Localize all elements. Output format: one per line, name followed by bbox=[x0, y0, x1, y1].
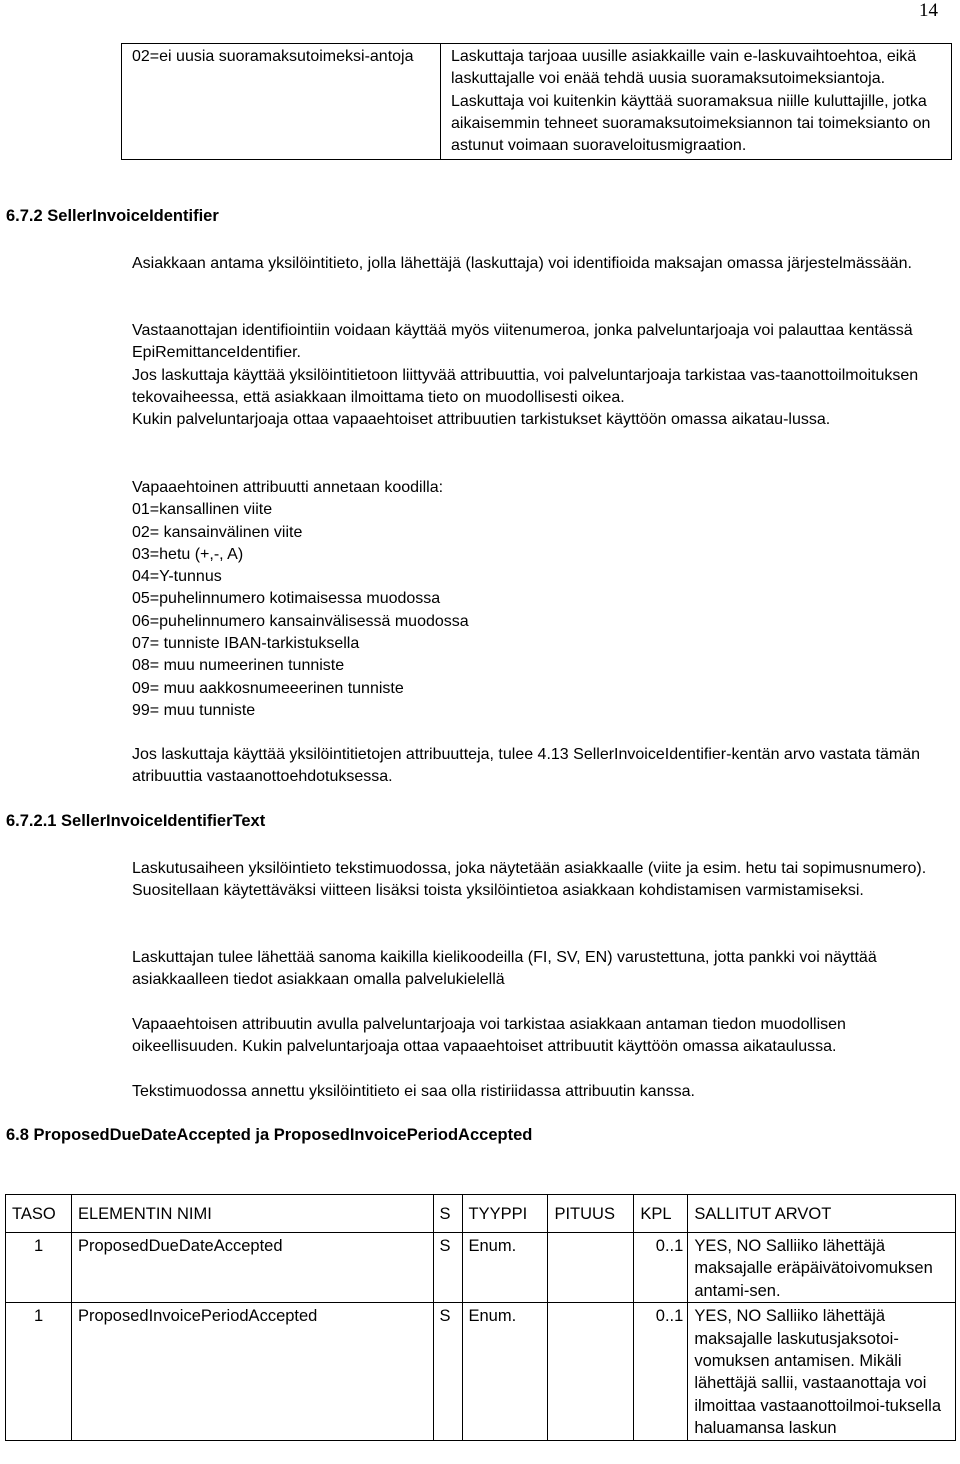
code-description-table bbox=[121, 43, 952, 160]
list-item: 09= muu aakkosnumeeerinen tunniste bbox=[132, 679, 404, 697]
table-cell bbox=[548, 1303, 634, 1440]
paragraph: Jos laskuttaja käyttää yksilöintitietojen attribuutteja, tulee 4.13 SellerInvoiceIdentifier-kentän arvo vastata tämän atribuuttia vastaanottoehdotuksessa. bbox=[132, 746, 920, 786]
table-row bbox=[6, 1303, 956, 1440]
list-item: 07= tunniste IBAN-tarkistuksella bbox=[132, 635, 360, 653]
table-header-row bbox=[6, 1195, 956, 1233]
page-number: 14 bbox=[919, 0, 938, 21]
table-cell bbox=[548, 1233, 634, 1303]
list-item: 99= muu tunniste bbox=[132, 701, 256, 719]
list-item: 08= muu numeerinen tunniste bbox=[132, 657, 345, 675]
table-cell: YES, NO Salliiko lähettäjä maksajalle eräpäivätoivomuksen antami-sen. bbox=[688, 1233, 956, 1303]
table-row bbox=[122, 44, 952, 160]
section-heading-6721: 6.7.2.1 SellerInvoiceIdentifierText bbox=[6, 812, 266, 830]
table-cell: YES, NO Salliiko lähettäjä maksajalle laskutusjaksotoi-vomuksen antamisen. Mikäli lähettäjä sallii, vastaanottaja voi ilmoittaa vastaanottoilmoi-tuksella haluamansa laskun bbox=[688, 1303, 956, 1440]
paragraph: Asiakkaan antama yksilöintitieto, jolla lähettäjä (laskuttaja) voi identifioida maksajan omassa järjestelmässään. bbox=[132, 255, 912, 272]
table-cell: 0..1 bbox=[634, 1233, 688, 1303]
table-cell: ProposedInvoicePeriodAccepted bbox=[71, 1303, 433, 1440]
column-header: S bbox=[433, 1195, 462, 1233]
table-cell: 0..1 bbox=[634, 1303, 688, 1440]
list-item: 03=hetu (+,-, A) bbox=[132, 545, 244, 563]
code-list bbox=[132, 477, 932, 722]
section-heading-68: 6.8 ProposedDueDateAccepted ja ProposedInvoicePeriodAccepted bbox=[6, 1126, 533, 1144]
column-header: ELEMENTIN NIMI bbox=[71, 1195, 433, 1233]
list-item: 06=puhelinnumero kansainvälisessä muodossa bbox=[132, 612, 469, 630]
column-header: TYYPPI bbox=[462, 1195, 548, 1233]
table-cell: S bbox=[433, 1233, 462, 1303]
table-cell: 1 bbox=[6, 1303, 72, 1440]
column-header: TASO bbox=[6, 1195, 72, 1233]
column-header: KPL bbox=[634, 1195, 688, 1233]
paragraph: Laskutusaiheen yksilöintieto tekstimuodossa, joka näytetään asiakkaalle (viite ja esim. hetu tai sopimusnumero). Suositellaan käytettäväksi viitteen lisäksi toista yksilöintietoa asiakkaan kohdistamisen varmistamiseksi. bbox=[132, 860, 927, 900]
paragraph: Jos laskuttaja käyttää yksilöintitietoon liittyvää attribuuttia, voi palveluntarjoaja tarkistaa vas-taanottoilmoituksen tekovaiheessa, että asiakkaan ilmoittama tieto on muodollisesti oikea. bbox=[132, 367, 919, 407]
list-item: 04=Y-tunnus bbox=[132, 568, 222, 586]
paragraph: Vastaanottajan identifiointiin voidaan käyttää myös viitenumeroa, jonka palveluntarjoaja voi palauttaa kentässä EpiRemittanceIdentifier. bbox=[132, 322, 913, 362]
table-row bbox=[6, 1233, 956, 1303]
table-cell: Enum. bbox=[462, 1303, 548, 1440]
list-intro: Vapaaehtoinen attribuutti annetaan koodilla: bbox=[132, 479, 444, 496]
table-cell: 1 bbox=[6, 1233, 72, 1303]
section-heading-672: 6.7.2 SellerInvoiceIdentifier bbox=[6, 207, 219, 225]
description-cell: Laskuttaja tarjoaa uusille asiakkaille vain e-laskuvaihtoehtoa, eikä laskuttajalle voi enää tehdä uusia suoramaksutoimeksiantoja. Laskuttaja voi kuitenkin käyttää suoramaksua niille kuluttajille, jotka aikaisemmin tehneet suoramaksutoimeksiannon tai toimeksianto on astunut voimaan suoraveloitusmigraation. bbox=[441, 44, 952, 160]
element-table bbox=[5, 1194, 956, 1441]
column-header: PITUUS bbox=[548, 1195, 634, 1233]
table-cell: ProposedDueDateAccepted bbox=[71, 1233, 433, 1303]
paragraph: Tekstimuodossa annettu yksilöintitieto ei saa olla ristiriidassa attribuutin kanssa. bbox=[132, 1083, 695, 1100]
table-cell: Enum. bbox=[462, 1233, 548, 1303]
table-cell: S bbox=[433, 1303, 462, 1440]
list-item: 02= kansainvälinen viite bbox=[132, 523, 303, 541]
paragraph: Kukin palveluntarjoaja ottaa vapaaehtoiset attribuutien tarkistukset käyttöön omassa aikatau-lussa. bbox=[132, 411, 831, 428]
paragraph: Vapaaehtoisen attribuutin avulla palveluntarjoaja voi tarkistaa asiakkaan antaman tiedon muodollisen oikeellisuuden. Kukin palveluntarjoaja ottaa vapaaehtoiset attribuutit käyttöön omassa aikataulussa. bbox=[132, 1016, 846, 1056]
column-header: SALLITUT ARVOT bbox=[688, 1195, 956, 1233]
code-cell: 02=ei uusia suoramaksutoimeksi-antoja bbox=[122, 44, 441, 160]
list-item: 01=kansallinen viite bbox=[132, 501, 273, 519]
list-item: 05=puhelinnumero kotimaisessa muodossa bbox=[132, 590, 441, 608]
paragraph: Laskuttajan tulee lähettää sanoma kaikilla kielikoodeilla (FI, SV, EN) varustettuna, jotta pankki voi näyttää asiakkaalleen tiedot asiakkaan omalla palvelukielellä bbox=[132, 949, 877, 989]
